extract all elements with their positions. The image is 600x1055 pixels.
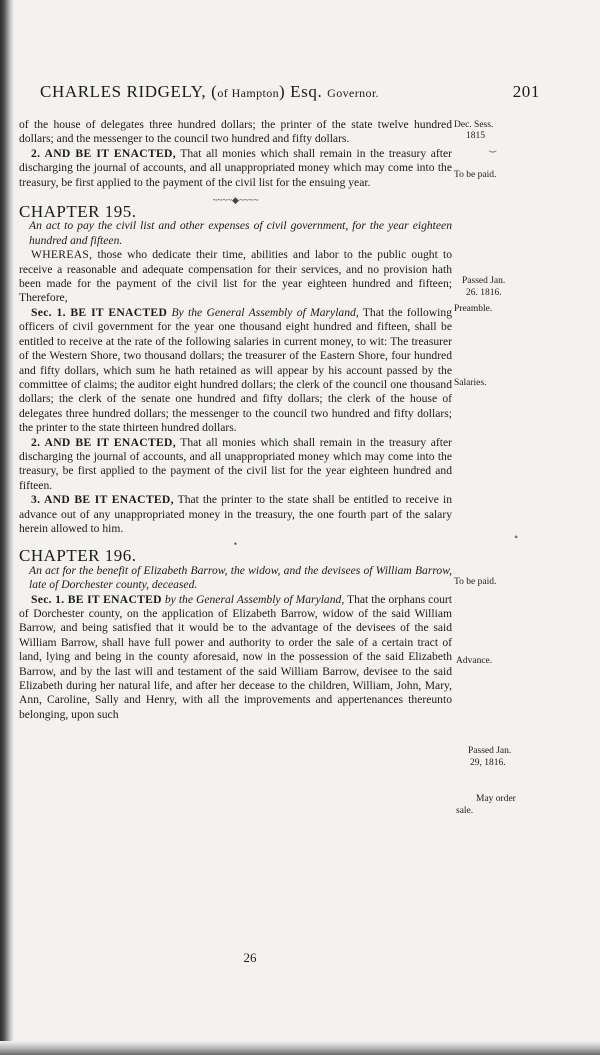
margin-note-year: 1815 <box>466 131 485 141</box>
margin-note-to-be-paid-1: To be paid. <box>454 170 497 180</box>
margin-note-passed-195-a: Passed Jan. <box>462 276 506 286</box>
chapter-195-section-1: Sec. 1. BE IT ENACTED By the General Assembly of Maryland, That the following officers of civil government for the year one thousand eight hundred and fifteen, shall be entitled to receive at the rate of the following salaries in current money, to wit: The treasurer of the Western Shore, two thousand dollars; the treasurer of the Eastern Shore, four hundred and fifty dollars, which sum he hath retained as will appear by his account passed by the committee of claims; the auditor eight hundred dollars; the clerk of the council one thousand dollars; the clerk of the senate one hundred and fifty dollars; the clerk of the house of delegates three hundred dollars; the messenger to the council two hundred and fifty dollars; the printer to the state thirteen hundred dollars. <box>19 305 452 435</box>
margin-note-dec-sess: Dec. Sess. <box>454 120 494 130</box>
chapter-195-heading: CHAPTER 195. <box>19 202 137 222</box>
ornament-dot: • <box>233 539 238 550</box>
margin-note-passed-196-b: 29, 1816. <box>470 758 506 768</box>
chapter-196-section-1: Sec. 1. BE IT ENACTED by the General Assembly of Maryland, That the orphans court of Dorchester county, on the application of Elizabeth Barrow, widow of the said William Barrow, and being satisfied that it would be to the advantage of the devisees of the said William Barrow, shall have full power and authority to order the sale of a certain tract of land, lying and being in the county aforesaid, now in the possession of the said Elizabeth Barrow, and by the last will and testament of the said William Barrow, devisee to the said Elizabeth during her natural life, and after her decease to the children, William, John, Mary, Ann, Caroline, Sally and Henry, with all the improvements and appertenances thereunto belonging, upon such <box>19 592 452 721</box>
margin-note-salaries: Salaries. <box>454 378 487 388</box>
chapter-195-section-3: 3. AND BE IT ENACTED, That the printer to the state shall be entitled to receive in advance out of any unappropriated money in the treasury, the one fourth part of the salary herein allowed to him. <box>19 493 453 535</box>
margin-brace-mark: ⌣ <box>488 144 498 159</box>
running-header <box>40 82 540 108</box>
binding-shadow <box>0 0 14 1055</box>
margin-note-may-order-b: sale. <box>456 806 474 816</box>
margin-note-to-be-paid-2: To be paid. <box>454 577 497 587</box>
margin-note-passed-195-b: 26. 1816. <box>466 288 502 298</box>
chapter-196-heading: CHAPTER 196. <box>19 546 137 566</box>
margin-note-advance: Advance. <box>456 656 493 666</box>
chapter-196-act-title: An act for the benefit of Elizabeth Barrow, the widow, and the devisees of William Barrow, late of Dorchester county, deceased. <box>29 563 452 592</box>
margin-note-passed-196-a: Passed Jan. <box>468 746 512 756</box>
ornament-divider: ~~~~◆~~~~ <box>212 195 259 206</box>
text-column <box>19 118 452 722</box>
signature-mark: 26 <box>243 950 257 965</box>
chapter-195-whereas: WHEREAS, those who dedicate their time, abilities and labor to the public ought to receive a reasonable and adequate compensation for their services, and no provision hath been made for the payment of the civil list for the year eighteen hundred and fifteen; Therefore, <box>19 248 452 305</box>
page-number: 201 <box>512 82 540 101</box>
chapter-195-section-2: 2. AND BE IT ENACTED, That all monies which shall remain in the treasury after discharging the journal of accounts, and all unappropriated money which may come into the treasury, be first applied to the payment of the civil list for the year eighteen hundred and fifteen. <box>19 435 452 492</box>
margin-note-may-order-a: May order <box>476 794 516 804</box>
page-bottom-shadow <box>0 1041 600 1055</box>
ink-speck: • <box>514 530 519 544</box>
chapter-195-act-title: An act to pay the civil list and other expenses of civil government, for the year eighteen hundred and fifteen. <box>29 219 452 247</box>
margin-note-preamble: Preamble. <box>454 304 493 314</box>
continuation-paragraph: of the house of delegates three hundred dollars; the printer of the state twelve hundred dollars; and the messenger to the council two hundred and fifty dollars. <box>19 118 452 146</box>
continuation-section-2: 2. AND BE IT ENACTED, That all monies which shall remain in the treasury after discharging the journal of accounts, and all unappropriated money which may come into the treasury, be first applied to the payment of the civil list for the ensuing year. <box>19 146 452 189</box>
running-title: CHARLES RIDGELY, (of Hampton) Esq. Governor. <box>40 82 380 101</box>
